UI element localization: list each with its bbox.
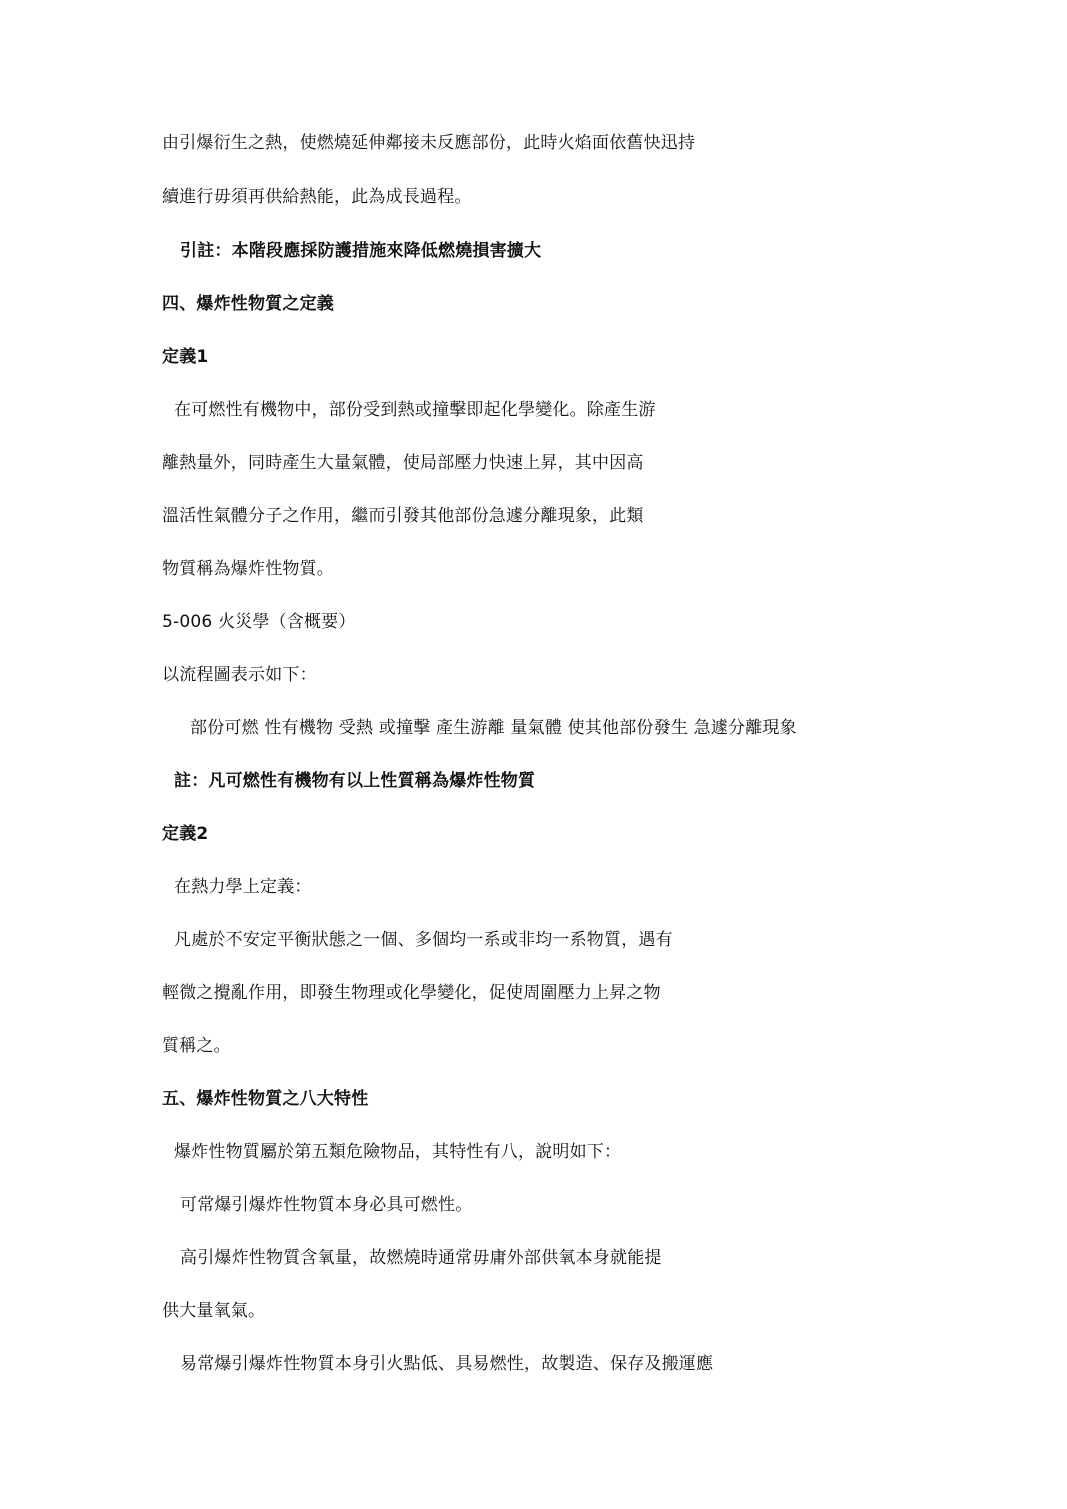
flow-chart-items: 部份可燃 性有機物 受熱 或撞擊 產生游離 量氣體 使其他部份發生 急遽分離現象 [190,718,797,738]
property-1: 可常爆引爆炸性物質本身必具可燃性。 [180,1195,473,1215]
flow-note: 註：凡可燃性有機物有以上性質稱為爆炸性物質 [174,771,536,791]
definition-1-line-3: 溫活性氣體分子之作用，繼而引發其他部份急遽分離現象，此類 [162,506,644,526]
flow-chart-intro: 以流程圖表示如下： [162,665,317,685]
definition-1-line-1: 在可燃性有機物中，部份受到熱或撞擊即起化學變化。除產生游 [174,400,656,420]
page-reference: 5-006 火災學（含概要） [162,612,356,632]
definition-2-line-2: 輕微之攪亂作用，即發生物理或化學變化，促使周圍壓力上昇之物 [162,983,661,1003]
definition-2-intro: 在熱力學上定義： [174,877,312,897]
definition-2-line-1: 凡處於不安定平衡狀態之一個、多個均一系或非均一系物質，遇有 [174,930,673,950]
definition-1-line-4: 物質稱為爆炸性物質。 [162,559,334,579]
text-line-1: 由引爆衍生之熱，使燃燒延伸鄰接未反應部份，此時火焰面依舊快迅持 [162,133,696,153]
section-heading-5: 五、爆炸性物質之八大特性 [162,1089,369,1109]
properties-intro: 爆炸性物質屬於第五類危險物品，其特性有八，說明如下： [174,1142,622,1162]
text-line-2: 續進行毋須再供給熱能，此為成長過程。 [162,187,472,207]
property-2-line-2: 供大量氧氣。 [162,1301,266,1321]
definition-1-line-2: 離熱量外，同時產生大量氣體，使局部壓力快速上昇，其中因高 [162,453,644,473]
definition-2-heading: 定義2 [162,824,209,844]
note-line-1: 引註：本階段應採防護措施來降低燃燒損害擴大 [180,241,542,261]
definition-2-line-3: 質稱之。 [162,1036,231,1056]
definition-1-heading: 定義1 [162,347,209,367]
property-3-line-1: 易常爆引爆炸性物質本身引火點低、具易燃性，故製造、保存及搬運應 [180,1354,714,1374]
property-2-line-1: 高引爆炸性物質含氧量，故燃燒時通常毋庸外部供氧本身就能提 [180,1248,662,1268]
section-heading-4: 四、爆炸性物質之定義 [162,294,334,314]
